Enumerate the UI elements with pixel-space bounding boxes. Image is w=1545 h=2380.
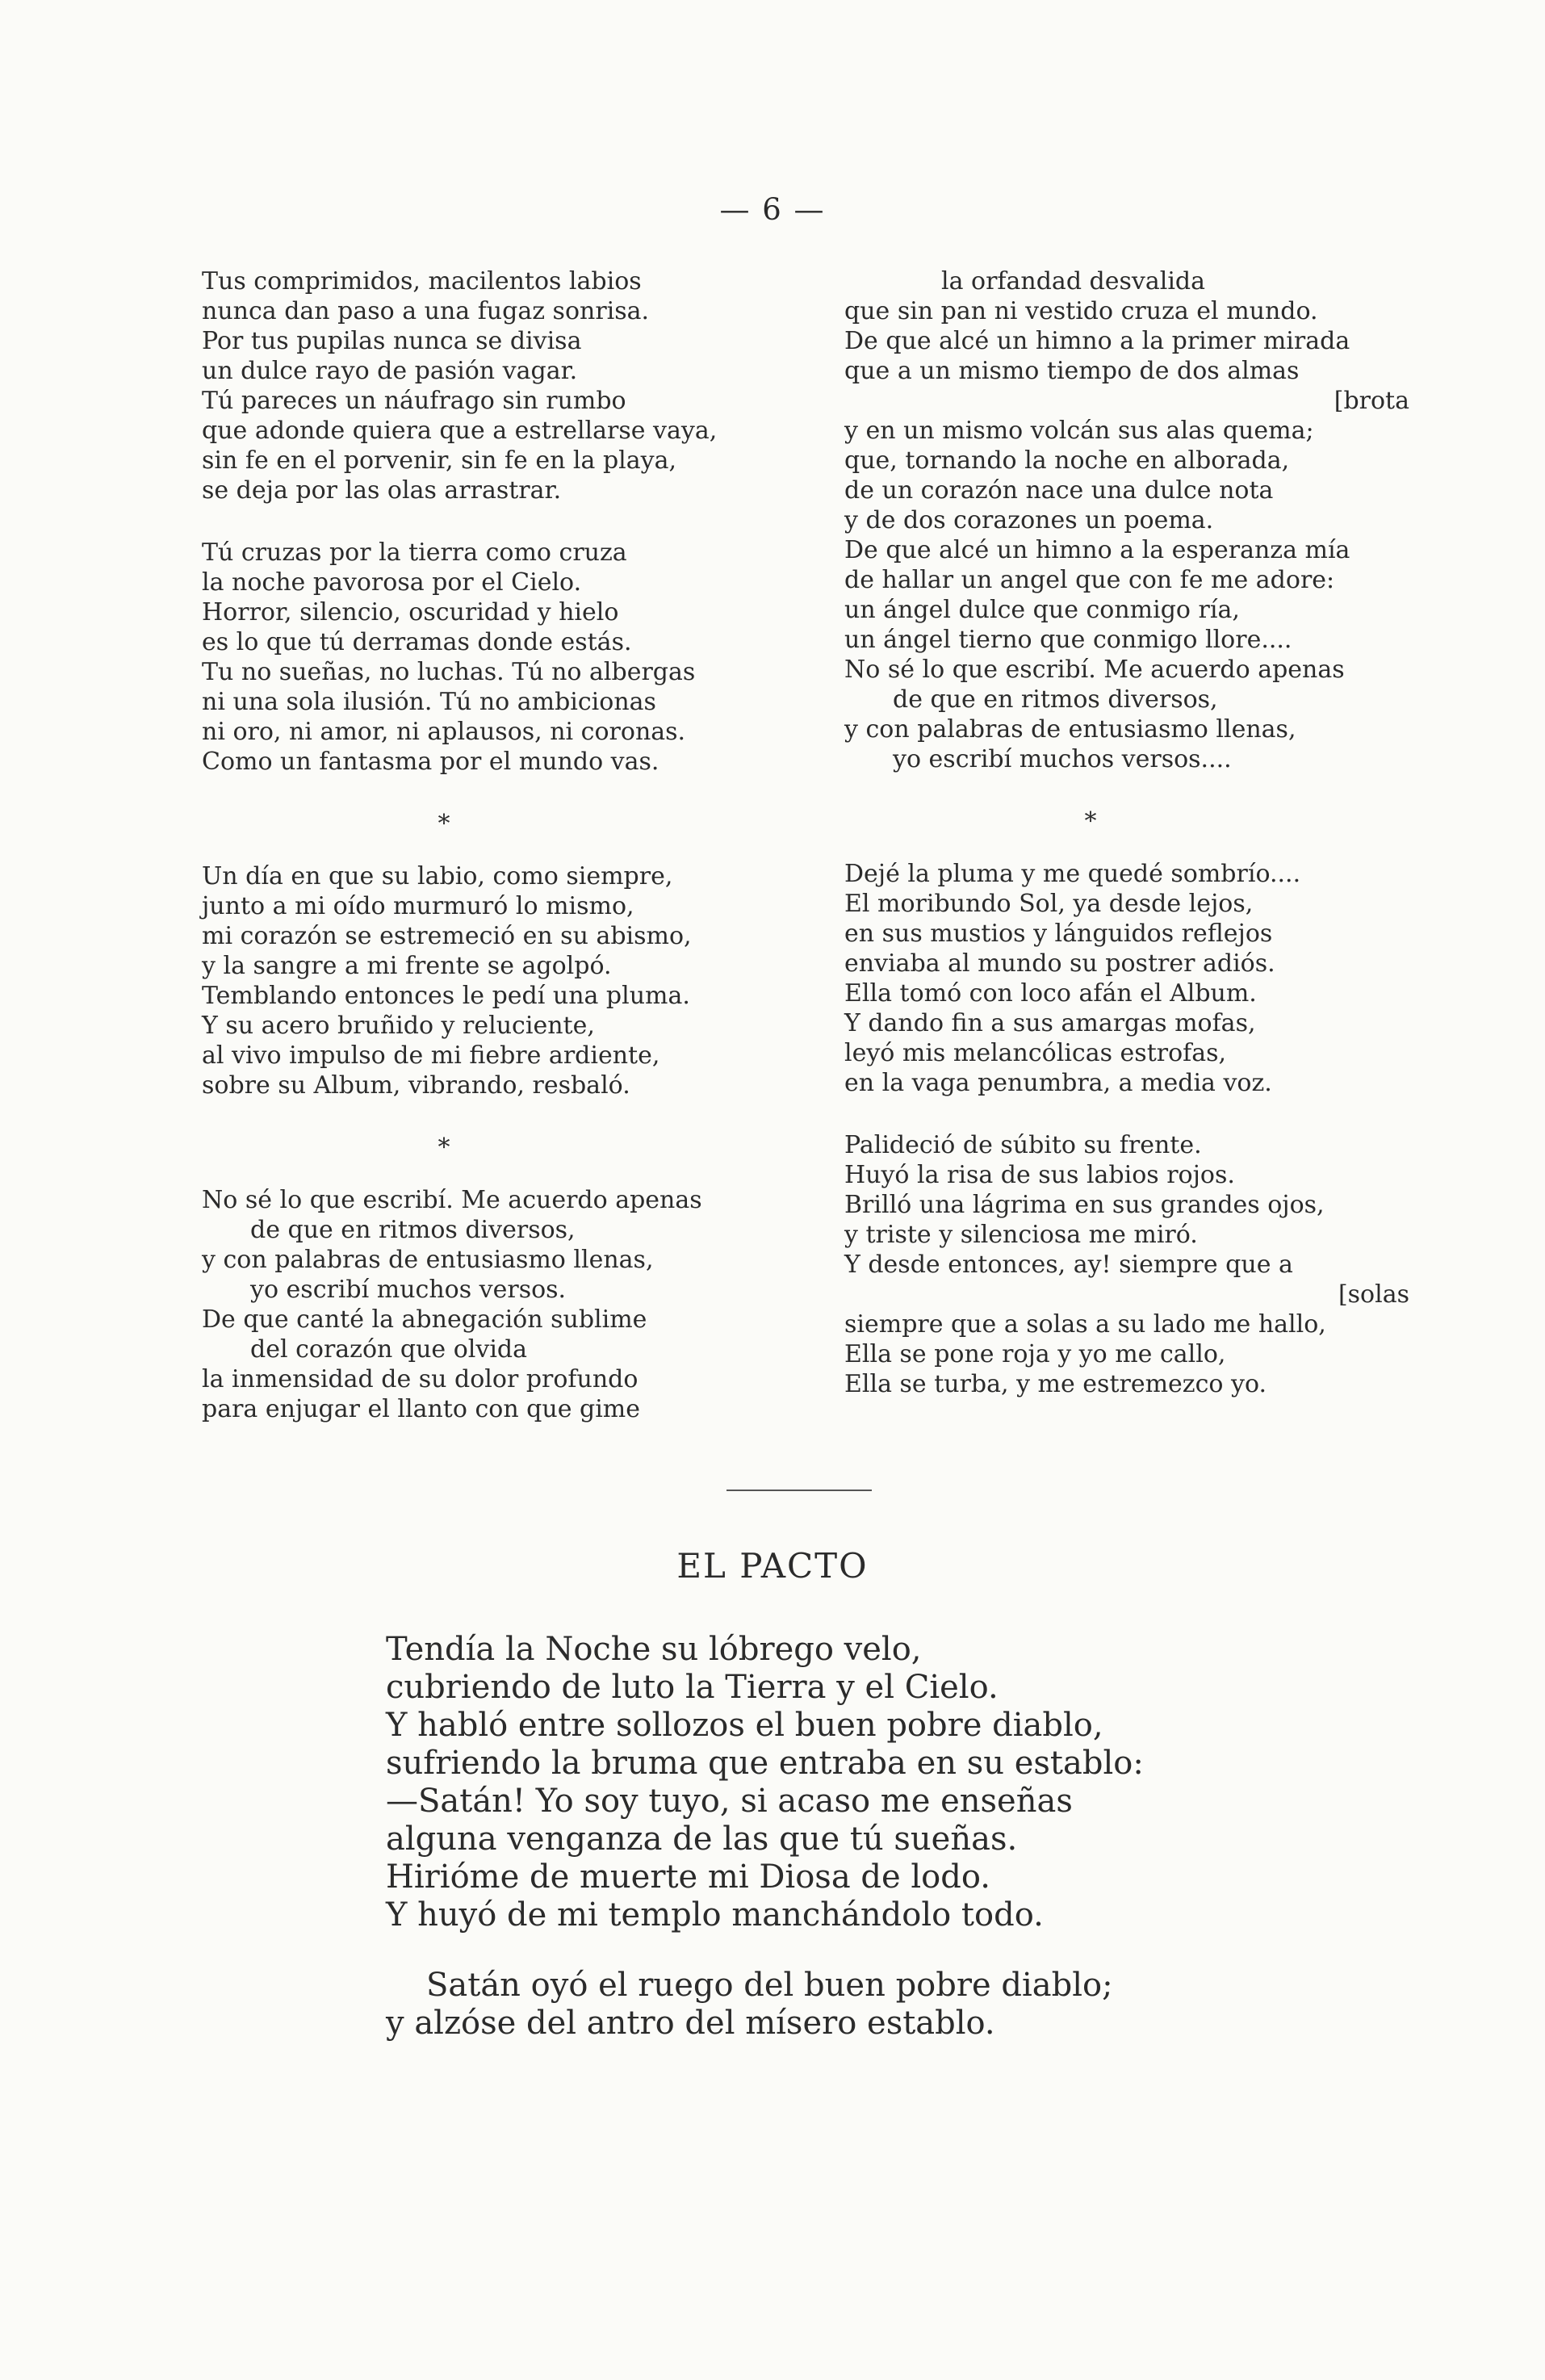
verse-line: y la sangre a mi frente se agolpó. [202, 952, 612, 980]
verse-line: [solas [1338, 1280, 1409, 1309]
verse-line: Palideció de súbito su frente. [844, 1131, 1202, 1159]
verse-line: y con palabras de entusiasmo llenas, [844, 715, 1296, 744]
verse-line: que sin pan ni vestido cruza el mundo. [844, 297, 1318, 325]
verse-line: sobre su Album, vibrando, resbaló. [202, 1071, 630, 1100]
verse-line: Huyó la risa de sus labios rojos. [844, 1161, 1235, 1189]
poem-title: EL PACTO [676, 1546, 869, 1586]
verse-line: El moribundo Sol, ya desde lejos, [844, 890, 1254, 918]
verse-line: Tu no sueñas, no luchas. Tú no albergas [202, 658, 696, 686]
verse-line: la noche pavorosa por el Cielo. [202, 568, 582, 597]
verse-line: se deja por las olas arrastrar. [202, 476, 562, 505]
verse-line: del corazón que olvida [250, 1335, 528, 1364]
verse-line: De que alcé un himno a la primer mirada [844, 327, 1350, 355]
verse-line: junto a mi oído murmuró lo mismo, [202, 892, 634, 920]
verse-line: nunca dan paso a una fugaz sonrisa. [202, 297, 650, 325]
stanza [202, 861, 783, 1100]
verse-line: de un corazón nace una dulce nota [844, 476, 1274, 505]
page-number: — 6 — [719, 192, 826, 227]
stanza [386, 1967, 1193, 2043]
verse-line: de hallar un angel que con fe me adore: [844, 566, 1335, 594]
stanza [202, 538, 783, 777]
section-asterisk: * [1084, 807, 1097, 836]
section-asterisk: * [438, 810, 450, 838]
verse-line: es lo que tú derramas donde estás. [202, 628, 632, 656]
verse-line: un ángel tierno que conmigo llore.... [844, 626, 1292, 654]
verse-line: y de dos corazones un poema. [844, 506, 1214, 534]
verse-line: Ella tomó con loco afán el Album. [844, 979, 1257, 1008]
verse-line: para enjugar el llanto con que gime [202, 1395, 640, 1423]
verse-line: sin fe en el porvenir, sin fe en la playa, [202, 446, 677, 475]
verse-line: Horror, silencio, oscuridad y hielo [202, 598, 619, 626]
verse-line: de que en ritmos diversos, [250, 1216, 576, 1244]
verse-line: que, tornando la noche en alborada, [844, 446, 1290, 475]
verse-line: Por tus pupilas nunca se divisa [202, 327, 582, 355]
verse-line: mi corazón se estremeció en su abismo, [202, 922, 692, 950]
verse-line: leyó mis melancólicas estrofas, [844, 1039, 1227, 1067]
stanza [844, 266, 1409, 774]
verse-line: Satán oyó el ruego del buen pobre diablo; [426, 1967, 1113, 2004]
verse-line: —Satán! Yo soy tuyo, si acaso me enseñas [386, 1783, 1073, 1820]
poem-body [386, 1631, 1193, 2075]
stanza [202, 1185, 783, 1424]
verse-line: Tú cruzas por la tierra como cruza [202, 538, 627, 567]
verse-line: la inmensidad de su dolor profundo [202, 1365, 639, 1393]
verse-line: Temblando entonces le pedí una pluma. [202, 982, 690, 1010]
stanza [844, 859, 1409, 1098]
verse-line: Brilló una lágrima en sus grandes ojos, [844, 1191, 1325, 1219]
verse-line: yo escribí muchos versos. [250, 1276, 567, 1304]
verse-line: Un día en que su labio, como siempre, [202, 862, 673, 890]
verse-line: ni una sola ilusión. Tú no ambicionas [202, 688, 656, 716]
verse-line: alguna venganza de las que tú sueñas. [386, 1821, 1018, 1858]
verse-line: y triste y silenciosa me miró. [844, 1221, 1198, 1249]
stanza [844, 1130, 1409, 1399]
verse-line: De que alcé un himno a la esperanza mía [844, 536, 1350, 564]
verse-line: en la vaga penumbra, a media voz. [844, 1069, 1272, 1097]
verse-line: un ángel dulce que conmigo ría, [844, 596, 1240, 624]
verse-line: Tus comprimidos, macilentos labios [202, 267, 642, 295]
verse-line: y alzóse del antro del mísero establo. [386, 2005, 995, 2042]
verse-line: Dejé la pluma y me quedé sombrío.... [844, 860, 1301, 888]
verse-line: en sus mustios y lánguidos reflejos [844, 920, 1273, 948]
verse-line: siempre que a solas a su lado me hallo, [844, 1310, 1326, 1339]
verse-line: y en un mismo volcán sus alas quema; [844, 417, 1314, 445]
verse-line: No sé lo que escribí. Me acuerdo apenas [844, 656, 1345, 684]
verse-line: No sé lo que escribí. Me acuerdo apenas [202, 1186, 702, 1214]
stanza [202, 266, 783, 505]
verse-line: Ella se turba, y me estremezco yo. [844, 1370, 1267, 1398]
verse-line: sufriendo la bruma que entraba en su establo: [386, 1745, 1144, 1782]
verse-line: de que en ritmos diversos, [893, 685, 1218, 714]
verse-line: yo escribí muchos versos.... [893, 745, 1232, 773]
verse-line: Como un fantasma por el mundo vas. [202, 748, 659, 776]
verse-line: cubriendo de luto la Tierra y el Cielo. [386, 1669, 999, 1706]
verse-line: Y desde entonces, ay! siempre que a [844, 1251, 1293, 1279]
section-divider [726, 1490, 872, 1491]
verse-line: Y dando fin a sus amargas mofas, [844, 1009, 1256, 1037]
verse-line: que a un mismo tiempo de dos almas [844, 357, 1300, 385]
verse-line: Y huyó de mi templo manchándolo todo. [386, 1896, 1044, 1934]
section-asterisk: * [438, 1133, 450, 1162]
stanza [386, 1631, 1193, 1934]
verse-line: que adonde quiera que a estrellarse vaya, [202, 417, 718, 445]
verse-line: De que canté la abnegación sublime [202, 1305, 647, 1334]
verse-line: Y su acero bruñido y reluciente, [202, 1012, 595, 1040]
verse-line: Ella se pone roja y yo me callo, [844, 1340, 1226, 1368]
left-column [202, 266, 783, 1456]
verse-line: [brota [1334, 387, 1409, 415]
verse-line: y con palabras de entusiasmo llenas, [202, 1246, 654, 1274]
verse-line: la orfandad desvalida [941, 267, 1206, 295]
verse-line: enviaba al mundo su postrer adiós. [844, 949, 1275, 978]
verse-line: Tendía la Noche su lóbrego velo, [386, 1631, 922, 1668]
verse-line: un dulce rayo de pasión vagar. [202, 357, 578, 385]
verse-line: Tú pareces un náufrago sin rumbo [202, 387, 626, 415]
verse-line: Hirióme de muerte mi Diosa de lodo. [386, 1858, 990, 1896]
verse-line: al vivo impulso de mi fiebre ardiente, [202, 1041, 660, 1070]
verse-line: ni oro, ni amor, ni aplausos, ni coronas. [202, 718, 686, 746]
verse-line: Y habló entre sollozos el buen pobre diablo, [386, 1707, 1103, 1744]
right-column [844, 266, 1409, 1431]
